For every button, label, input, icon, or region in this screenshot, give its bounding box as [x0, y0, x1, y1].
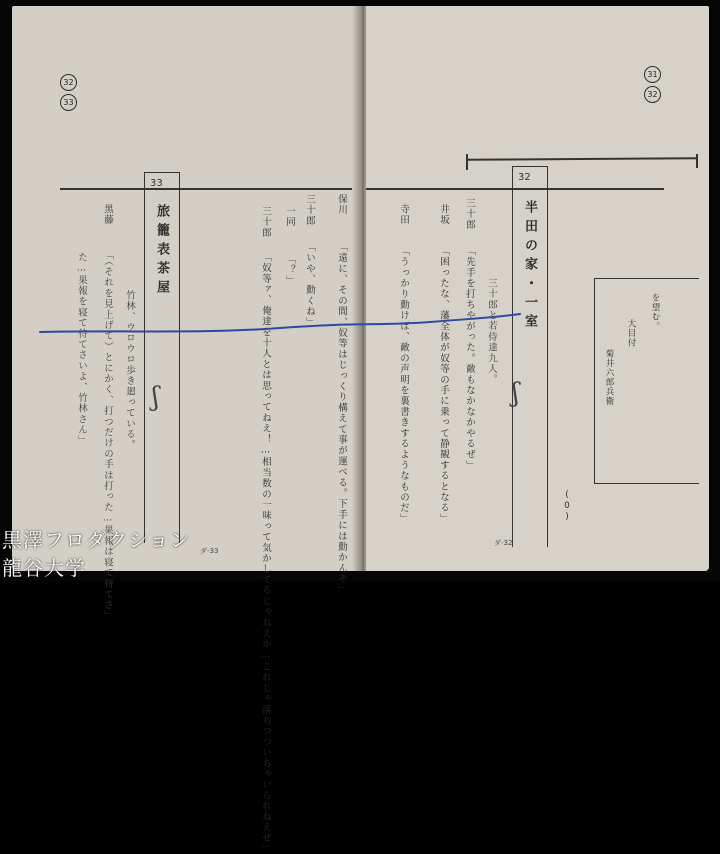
speaker-label: 寺田: [398, 204, 409, 226]
margin-number-bottom: 32: [644, 86, 661, 103]
watermark-line-1: 黒澤フロダクション: [2, 528, 191, 552]
page-footer: ダ-33: [200, 547, 219, 555]
dialogue-line: 「先手を打ちやがった。敵もなかなかやるぜ」: [464, 246, 475, 471]
speaker-label: 三十郎: [304, 194, 315, 227]
dialogue-line: た…果報を寝て待てさいよ、竹林さん」: [76, 252, 87, 447]
scene-heading: 半田の家・一室: [522, 200, 537, 333]
speaker-label: 井坂: [438, 204, 449, 226]
note-line: 菊井六郎兵衛: [604, 349, 614, 406]
dialogue-line: 「？」: [284, 254, 295, 287]
note-line: を望む。: [650, 293, 660, 331]
scene-number: 32: [518, 172, 531, 183]
dialogue-line: 「うっかり動けば、敵の声明を裏書きするようなものだ」: [398, 246, 409, 525]
scene-heading: 旅籠表茶屋: [154, 204, 169, 299]
stage-direction: 三十郎と若侍達九人。: [486, 278, 497, 385]
dialogue-line: 「（それを見上げて）とにかく、打つだけの手は打った…果報は寝て待てさ」: [102, 250, 113, 622]
squiggle-mark: ʃ: [152, 382, 160, 412]
margin-number-top: 32: [60, 74, 77, 91]
speaker-label: 一同: [284, 206, 295, 228]
note-line: 大目付: [626, 319, 636, 348]
dialogue-line: 「困ったな、藩全体が奴等の手に乗って静観するとなる」: [438, 246, 449, 525]
speaker-label: 保川: [336, 194, 347, 216]
squiggle-mark: ʃ: [512, 378, 520, 408]
dialogue-line: 「いや、動くね」: [304, 242, 315, 328]
margin-number-top: 31: [644, 66, 661, 83]
speaker-label: 黒藤: [102, 204, 113, 226]
speaker-label: 三十郎: [464, 198, 475, 231]
stage-direction: 竹林、ウロウロ歩き廻っている。: [124, 290, 135, 451]
scene-number: 33: [150, 178, 163, 189]
speaker-label: 三十郎: [260, 206, 271, 239]
margin-number-bottom: 33: [60, 94, 77, 111]
dialogue-line: 「遠に、その間、奴等はじっくり構えて事が運べる。下手には動かんぞ」: [336, 242, 347, 596]
dialogue-line: 「奴等ァ、俺達を十人とは思ってねえ！…相当数の一味って気かしてるじゃねえか…これじゃ落ちつついちゃいられねえぜ」: [260, 252, 271, 854]
small-mark: (0): [562, 490, 572, 523]
watermark-line-2: 龍谷大学: [2, 556, 86, 580]
page-footer: ダ-32: [494, 539, 513, 547]
